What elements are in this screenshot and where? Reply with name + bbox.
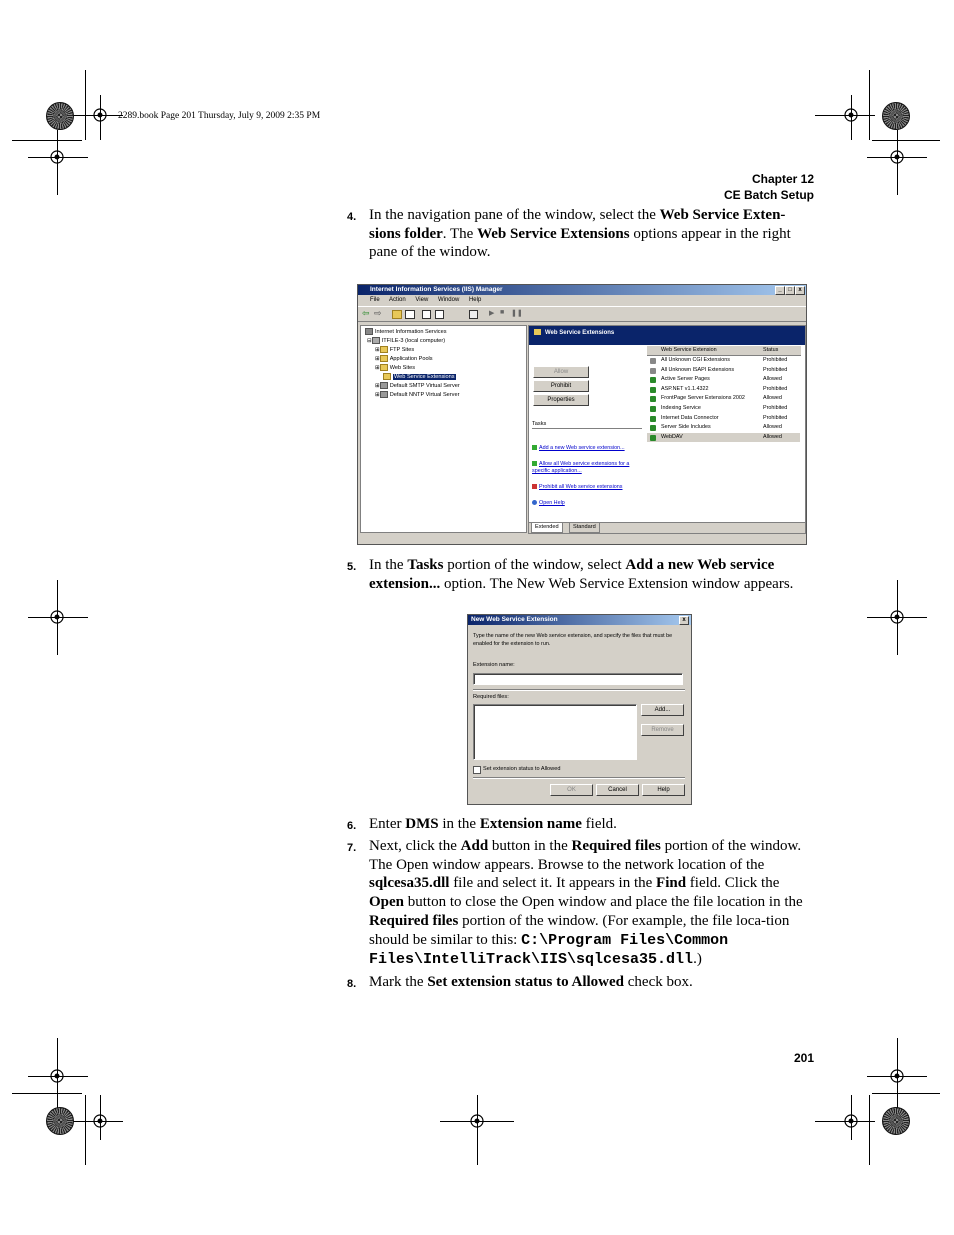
tasks-divider [532, 428, 642, 429]
extension-icon [650, 358, 656, 364]
table-row[interactable] [647, 433, 800, 443]
close-icon[interactable]: x [679, 616, 689, 625]
navigation-pane [360, 325, 527, 533]
step-text: Next, click the Add button in the Required files portion of the window. The Open window appears. Browse to the network location of the sqlcesa35.dll file and select it. It appears in the Find field. Click the Open button to close the Open window and place the file location in the Required files portion of the window. (For example, the file loca-tion should be similar to this: C:\Program Files\Common Files\IntelliTrack\IIS\sqlcesa35.dll.) [369, 838, 803, 969]
prohibit-button[interactable]: Prohibit [533, 380, 589, 392]
allow-button[interactable]: Allow [533, 366, 589, 378]
link-allow-all-cont[interactable]: specific application... [532, 468, 582, 474]
step-4 [347, 206, 817, 262]
required-files-list[interactable] [473, 704, 637, 760]
dialog-divider [473, 689, 685, 691]
new-web-service-extension-dialog [467, 614, 692, 805]
extension-name: ASP.NET v1.1.4322 [661, 385, 709, 392]
menu-help[interactable]: Help [468, 297, 482, 303]
tree-item-ftp-sites[interactable]: ⊞ FTP Sites [375, 346, 415, 353]
forward-arrow-icon[interactable]: ⇨ [374, 308, 382, 318]
section-label: CE Batch Setup [723, 188, 814, 202]
link-open-help[interactable]: Open Help [532, 500, 565, 506]
step-5 [347, 556, 817, 593]
step-number: 7. [347, 842, 357, 854]
registration-starburst-icon [882, 1107, 910, 1135]
extension-status: Allowed [763, 424, 782, 431]
tab-standard[interactable]: Standard [569, 523, 600, 533]
play-icon[interactable]: ▶ [489, 310, 495, 317]
menu-bar [358, 295, 806, 306]
extension-name: Server Side Includes [661, 424, 711, 431]
refresh-icon[interactable] [435, 310, 444, 319]
add-button[interactable]: Add... [641, 704, 684, 716]
extension-name-label: Extension name: [473, 662, 515, 668]
extension-name: Active Server Pages [661, 376, 710, 383]
link-allow-all[interactable]: Allow all Web service extensions for a [532, 461, 629, 467]
extension-status: Prohibited [763, 414, 788, 421]
stop-icon[interactable]: ■ [500, 309, 505, 316]
pause-icon[interactable]: ❚❚ [511, 310, 523, 317]
print-icon[interactable] [469, 310, 478, 319]
extension-status: Allowed [763, 376, 782, 383]
menu-window[interactable]: Window [437, 297, 460, 303]
registration-starburst-icon [46, 102, 74, 130]
dialog-instructions: Type the name of the new Web service extension, and specify the files that must be enabled for the extension to run. [473, 633, 673, 647]
tab-extended[interactable]: Extended [531, 523, 563, 533]
extension-status: Prohibited [763, 385, 788, 392]
tree-item-computer[interactable]: ⊟ ITFILE-3 (local computer) [367, 337, 446, 344]
dialog-titlebar: New Web Service Extension x [468, 615, 691, 625]
extension-icon [650, 435, 656, 441]
column-header-extension[interactable]: Web Service Extension [661, 347, 717, 353]
tree-item-smtp[interactable]: ⊞ Default SMTP Virtual Server [375, 382, 460, 389]
table-row[interactable] [647, 404, 800, 414]
folder-icon[interactable] [392, 310, 402, 319]
extension-name: FrontPage Server Extensions 2002 [661, 395, 745, 402]
wse-banner: Web Service Extensions [529, 326, 805, 345]
dialog-divider [473, 777, 685, 779]
remove-button[interactable]: Remove [641, 724, 684, 736]
book-slug: 2289.book Page 201 Thursday, July 9, 2009 2:35 PM [118, 111, 321, 121]
window-titlebar: Internet Information Services (IIS) Manager _ □ x [358, 285, 806, 295]
maximize-icon[interactable]: □ [785, 286, 795, 295]
file-path: C:\Program Files\Common Files\IntelliTrack\IIS\sqlcesa35.dll [369, 931, 729, 969]
table-row[interactable] [647, 356, 800, 366]
menu-action[interactable]: Action [389, 297, 406, 303]
extension-icon [650, 387, 656, 393]
tree-item-application-pools[interactable]: ⊞ Application Pools [375, 355, 433, 362]
table-row[interactable] [647, 394, 800, 404]
close-icon[interactable]: x [795, 286, 805, 295]
tree-item-web-service-extensions[interactable]: Web Service Extensions [383, 373, 456, 380]
tree-item-iis[interactable]: Internet Information Services [365, 328, 447, 335]
table-row[interactable] [647, 414, 800, 424]
required-files-label: Required files: [473, 694, 509, 700]
table-row[interactable] [647, 375, 800, 385]
step-7 [347, 837, 817, 970]
help-button[interactable]: Help [642, 784, 685, 796]
prohibit-icon [532, 484, 537, 489]
properties-button[interactable]: Properties [533, 394, 589, 406]
step-number: 4. [347, 211, 357, 223]
folder-icon [534, 329, 541, 335]
extension-icon [650, 406, 656, 412]
extension-status: Prohibited [763, 405, 788, 411]
extension-status: Prohibited [763, 366, 788, 373]
extension-status: Prohibited [763, 357, 788, 363]
step-text: In the navigation pane of the window, select the Web Service Exten-sions folder. The Web Service Extensions options appear in the right pane of the window. [369, 207, 791, 261]
chapter-label: Chapter 12 [751, 172, 814, 186]
extension-icon [650, 368, 656, 374]
step-6 [347, 815, 817, 834]
ok-button[interactable]: OK [550, 784, 593, 796]
column-header-status[interactable]: Status [763, 347, 779, 353]
step-number: 6. [347, 820, 357, 832]
minimize-icon[interactable]: _ [775, 286, 785, 295]
extension-name: Internet Data Connector [661, 414, 719, 421]
link-prohibit-all[interactable]: Prohibit all Web service extensions [532, 484, 623, 490]
step-text: Enter DMS in the Extension name field. [369, 816, 617, 832]
tree-item-nntp[interactable]: ⊞ Default NNTP Virtual Server [375, 391, 460, 398]
extension-status: Allowed [763, 433, 782, 440]
step-number: 8. [347, 978, 357, 990]
toolbar [358, 306, 806, 322]
step-8 [347, 973, 817, 992]
page-number: 201 [793, 1051, 814, 1065]
add-icon [532, 461, 537, 466]
back-arrow-icon[interactable]: ⇦ [362, 308, 370, 318]
tasks-label: Tasks [532, 421, 547, 427]
menu-file[interactable]: File [370, 297, 380, 303]
iis-manager-screenshot [357, 284, 807, 545]
cancel-button[interactable]: Cancel [596, 784, 639, 796]
menu-view[interactable]: View [415, 297, 429, 303]
step-number: 5. [347, 561, 357, 573]
extensions-list [647, 346, 801, 446]
allowed-checkbox-label: Set extension status to Allowed [483, 766, 561, 772]
tree-item-web-sites[interactable]: ⊞ Web Sites [375, 364, 416, 371]
help-icon [532, 500, 537, 505]
view-tabs [529, 522, 805, 534]
extension-name: Indexing Service [661, 405, 701, 411]
extension-name: WebDAV [661, 433, 683, 440]
extension-icon [650, 416, 656, 422]
details-pane [528, 325, 806, 534]
extension-name: All Unknown ISAPI Extensions [661, 366, 735, 373]
extension-icon [650, 396, 656, 402]
console-icon[interactable] [405, 310, 415, 319]
registration-starburst-icon [882, 102, 910, 130]
step-text: In the Tasks portion of the window, select Add a new Web service extension... option. The New Web Service Extension window appears. [369, 557, 794, 592]
registration-starburst-icon [46, 1107, 74, 1135]
table-row[interactable] [647, 366, 800, 376]
table-row[interactable] [647, 423, 800, 433]
properties-icon[interactable] [422, 310, 431, 319]
extension-icon [650, 425, 656, 431]
link-add-extension[interactable]: Add a new Web service extension... [532, 445, 625, 451]
step-text: Mark the Set extension status to Allowed check box. [369, 974, 693, 990]
extension-status: Allowed [763, 395, 782, 402]
extension-name-input[interactable] [473, 673, 683, 685]
extension-icon [650, 377, 656, 383]
extension-name: All Unknown CGI Extensions [661, 357, 730, 363]
add-icon [532, 445, 537, 450]
allowed-checkbox[interactable] [473, 766, 481, 774]
list-header [647, 346, 801, 356]
table-row[interactable] [647, 385, 800, 395]
